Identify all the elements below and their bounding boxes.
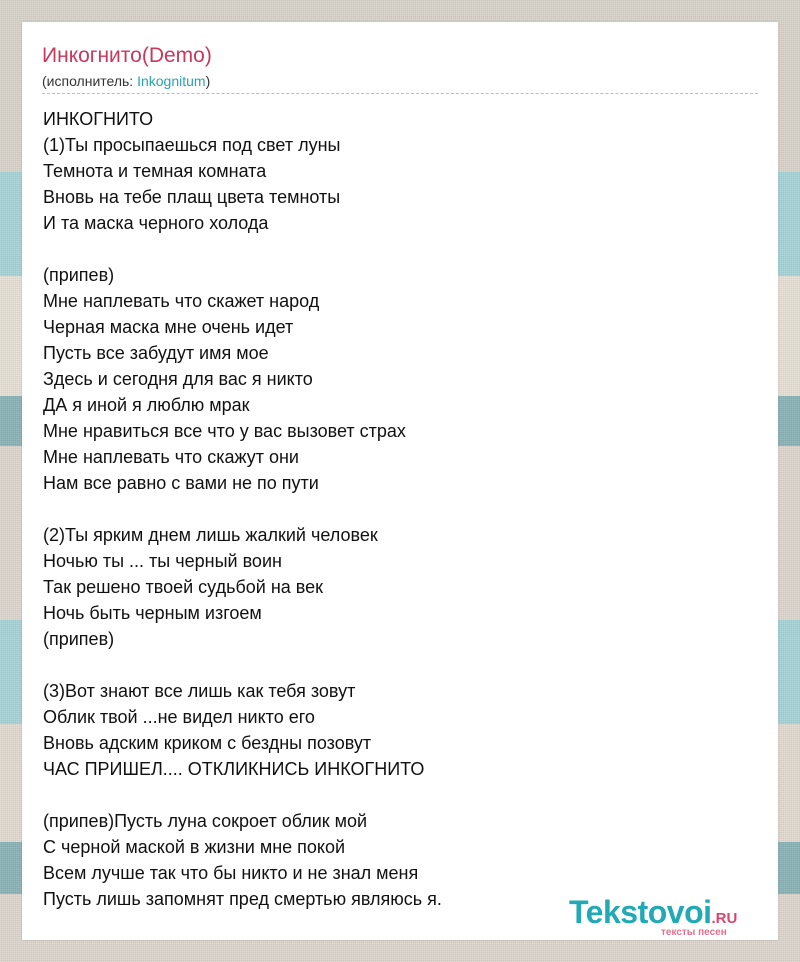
song-title: Инкогнито(Demo) [42, 44, 212, 67]
lyrics-line: Мне нравиться все что у вас вызовет страх [43, 421, 406, 441]
lyrics-blank-line [43, 652, 753, 678]
lyrics-text [43, 106, 753, 912]
logo-tagline: тексты песен [661, 927, 727, 938]
lyrics-line: Черная маска мне очень идет [43, 317, 294, 337]
lyrics-line: Здесь и сегодня для вас я никто [43, 369, 313, 389]
artist-prefix: (исполнитель: [42, 73, 138, 89]
lyrics-line: (1)Ты просыпаешься под свет луны [43, 135, 341, 155]
lyrics-blank-line [43, 782, 753, 808]
site-logo[interactable] [569, 894, 779, 940]
lyrics-line: Пусть все забудут имя мое [43, 343, 269, 363]
lyrics-line: ИНКОГНИТО [43, 109, 154, 129]
logo-tld: .RU [711, 910, 738, 927]
lyrics-line: (припев) [43, 265, 115, 285]
lyrics-line: Так решено твоей судьбой на век [43, 577, 324, 597]
lyrics-line: (припев)Пусть луна сокроет облик мой [43, 811, 368, 831]
lyrics-line: Пусть лишь запомнят пред смертью являюсь я. [43, 889, 442, 909]
logo-wordmark [569, 894, 737, 931]
lyrics-line: (2)Ты ярким днем лишь жалкий человек [43, 525, 378, 545]
lyrics-line: И та маска черного холода [43, 213, 269, 233]
title-divider [42, 93, 758, 94]
lyrics-line: Вновь на тебе плащ цвета темноты [43, 187, 341, 207]
lyrics-line: Облик твой ...не видел никто его [43, 707, 315, 727]
lyrics-line: Ночь быть черным изгоем [43, 603, 262, 623]
lyrics-blank-line [43, 236, 753, 262]
lyrics-line: Мне наплевать что скажет народ [43, 291, 320, 311]
lyrics-line: (припев) [43, 629, 115, 649]
lyrics-line: Ночью ты ... ты черный воин [43, 551, 282, 571]
artist-suffix: ) [205, 73, 211, 89]
lyrics-line: Вновь адским криком с бездны позовут [43, 733, 372, 753]
logo-main-text: Tekstovoi [569, 894, 712, 930]
lyrics-line: Нам все равно с вами не по пути [43, 473, 319, 493]
artist-line [42, 73, 210, 89]
lyrics-card [22, 22, 778, 940]
lyrics-line: Мне наплевать что скажут они [43, 447, 299, 467]
lyrics-line: ЧАС ПРИШЕЛ.... ОТКЛИКНИСЬ ИНКОГНИТО [43, 759, 425, 779]
lyrics-line: Темнота и темная комната [43, 161, 267, 181]
lyrics-blank-line [43, 496, 753, 522]
artist-link[interactable]: Inkognitum [137, 73, 206, 89]
lyrics-line: ДА я иной я люблю мрак [43, 395, 250, 415]
lyrics-line: С черной маской в жизни мне покой [43, 837, 346, 857]
lyrics-line: Всем лучше так что бы никто и не знал меня [43, 863, 419, 883]
lyrics-line: (3)Вот знают все лишь как тебя зовут [43, 681, 356, 701]
